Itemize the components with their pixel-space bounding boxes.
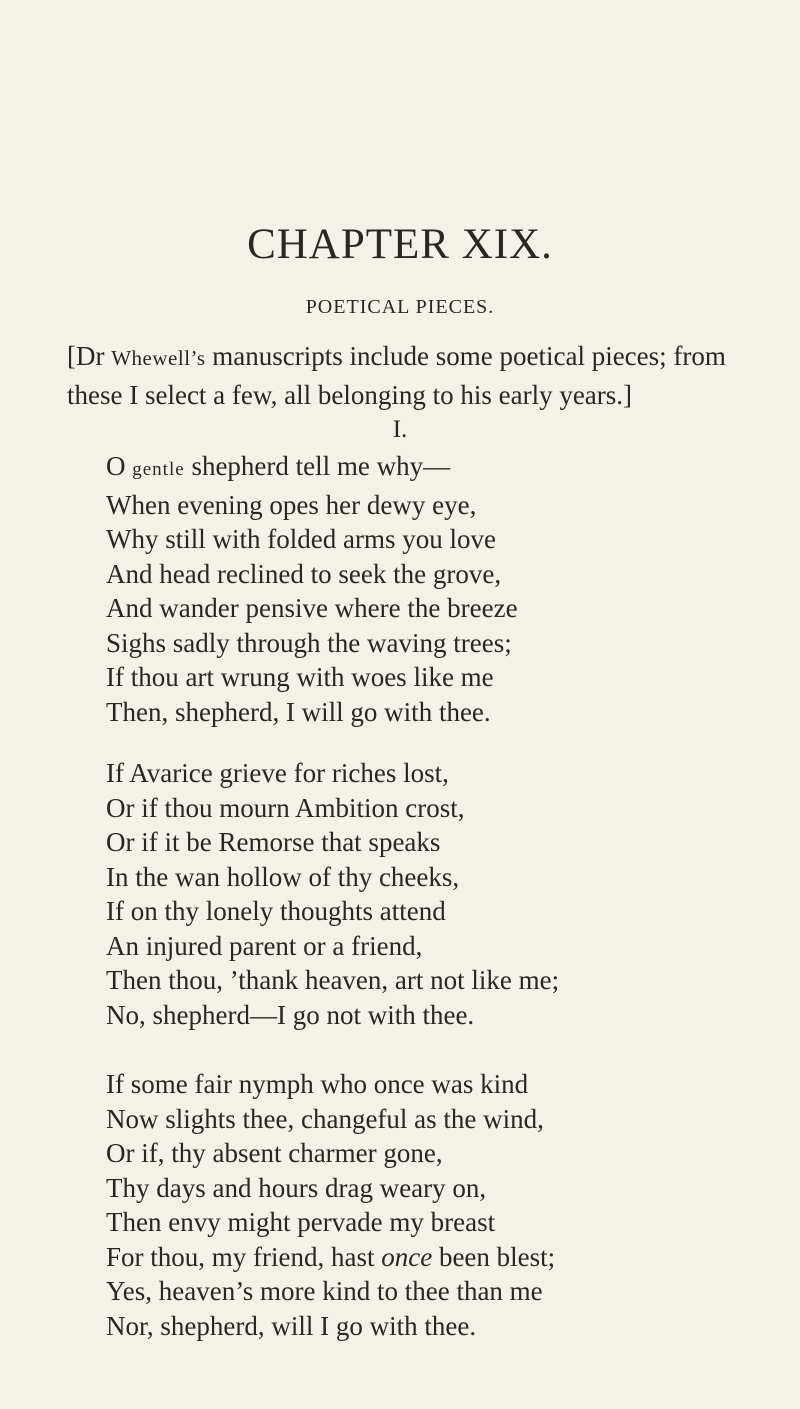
poem-line: And head reclined to seek the grove,	[106, 558, 502, 589]
poem-line: If Avarice grieve for riches lost,	[106, 758, 449, 788]
poem-numeral: I.	[392, 416, 408, 443]
line-end: been blest;	[432, 1241, 556, 1272]
line-start: For thou, my friend, hast	[106, 1241, 382, 1272]
emphasis-word: once	[381, 1241, 433, 1272]
poem-line: Then envy might pervade my breast	[106, 1207, 496, 1237]
section-title: POETICAL PIECES.	[305, 296, 495, 318]
poem-line: Sighs sadly through the waving trees;	[106, 627, 512, 658]
poem-line: An injured parent or a friend,	[106, 930, 423, 961]
first-line-rest: shepherd tell me why—	[184, 451, 451, 481]
poem-line: When evening opes her dewy eye,	[106, 489, 477, 520]
poem-line: And wander pensive where the breeze	[106, 593, 518, 623]
small-caps-word: gentle	[132, 459, 185, 480]
poem-line: Or if thou mourn Ambition crost,	[106, 792, 465, 823]
intro-paragraph	[67, 338, 800, 414]
stanza-1	[106, 449, 518, 729]
stanza-2	[106, 756, 559, 1032]
poem-line: Why still with folded arms you love	[106, 524, 496, 554]
poem-line	[106, 1240, 555, 1275]
poem-line: In the wan hollow of thy cheeks,	[106, 861, 460, 892]
poem-line: Nor, shepherd, will I go with thee.	[106, 1310, 477, 1341]
stanza-3	[106, 1067, 555, 1343]
intro-name: Whewell’s	[111, 346, 206, 370]
poem-line: Then, shepherd, I will go with thee.	[106, 696, 491, 727]
poem-line: No, shepherd—I go not with thee.	[106, 999, 475, 1030]
first-word: O	[106, 451, 133, 481]
intro-line-1-rest: manuscripts include some poetical pieces; from	[205, 341, 726, 371]
poem-line: If some fair nymph who once was kind	[106, 1069, 529, 1099]
intro-bracket-dr: [Dr	[67, 341, 112, 371]
poem-line: If on thy lonely thoughts attend	[106, 896, 446, 926]
poem-line: If thou art wrung with woes like me	[106, 662, 494, 692]
poem-line: Thy days and hours drag weary on,	[106, 1172, 487, 1203]
chapter-title: CHAPTER XIX.	[247, 221, 553, 268]
poem-line: Then thou, ’thank heaven, art not like me;	[106, 965, 560, 995]
intro-line-1	[67, 338, 800, 377]
poem-line: Now slights thee, changeful as the wind,	[106, 1103, 544, 1134]
poem-line: Yes, heaven’s more kind to thee than me	[106, 1276, 543, 1306]
poem-line: Or if, thy absent charmer gone,	[106, 1138, 443, 1168]
poem-line: Or if it be Remorse that speaks	[106, 827, 441, 857]
intro-line-2: these I select a few, all belonging to his early years.]	[67, 380, 633, 410]
poem-line	[106, 449, 518, 488]
